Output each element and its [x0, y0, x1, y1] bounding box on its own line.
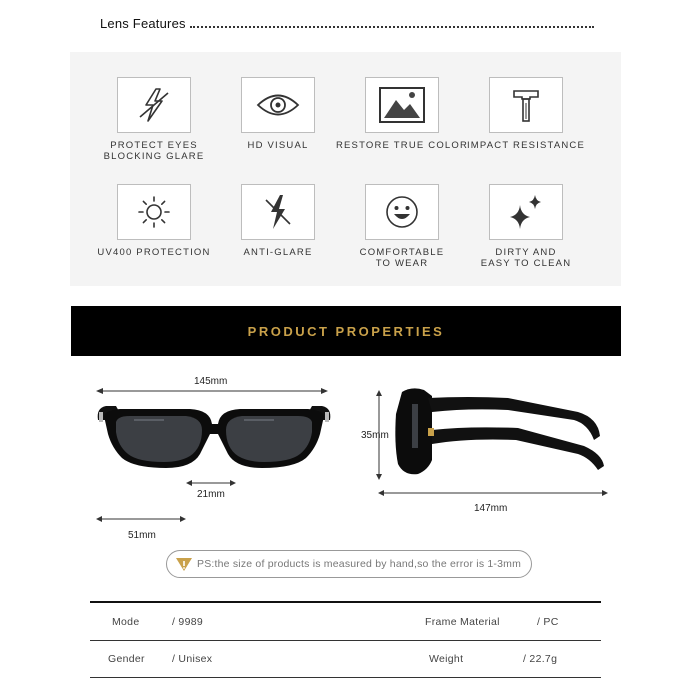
frame-material-label: Frame Material — [425, 616, 500, 628]
product-properties-banner — [71, 306, 621, 356]
feature-label: IMPACT RESISTANCE — [466, 140, 586, 151]
measurement-note — [166, 550, 532, 578]
feature-easy-clean — [456, 184, 596, 269]
specs-bottom-rule — [90, 677, 601, 678]
features-panel — [70, 52, 621, 286]
banner-title: PRODUCT PROPERTIES — [247, 323, 445, 339]
specs-middle-rule — [90, 640, 601, 641]
lens-dimension-label: 51mm — [128, 530, 156, 541]
bridge-dimension-label: 21mm — [197, 489, 225, 500]
model-label: Mode — [112, 616, 140, 628]
warning-triangle-icon — [175, 556, 193, 572]
dotted-divider — [190, 26, 594, 28]
smiley-icon — [384, 194, 420, 230]
feature-label: UV400 PROTECTION — [97, 247, 211, 258]
frame-material-value: / PC — [537, 616, 559, 628]
lens-dimension-arrow — [96, 513, 186, 525]
width-dimension-arrow — [96, 384, 328, 398]
hammer-icon — [508, 85, 544, 125]
feature-anti-glare — [208, 184, 348, 258]
height-dimension-label: 35mm — [361, 430, 389, 441]
width-dimension-label: 145mm — [194, 376, 228, 387]
weight-value: / 22.7g — [523, 653, 558, 665]
sparkle-icon — [506, 193, 546, 231]
note-text: PS:the size of products is measured by hand,so the error is 1-3mm — [197, 558, 522, 570]
eye-icon — [256, 90, 300, 120]
model-value: / 9989 — [172, 616, 203, 628]
feature-label: DIRTY AND EASY TO CLEAN — [480, 247, 572, 269]
sun-icon — [136, 194, 172, 230]
feature-uv400 — [84, 184, 224, 258]
weight-label: Weight — [429, 653, 464, 665]
glasses-front-image — [94, 398, 334, 478]
feature-label: PROTECT EYES BLOCKING GLARE — [103, 140, 205, 162]
feature-hd-visual — [208, 77, 348, 151]
glasses-side-image — [388, 384, 608, 480]
lightning-slash-icon — [134, 85, 174, 125]
temple-dimension-label: 147mm — [474, 503, 508, 514]
gender-label: Gender — [108, 653, 145, 665]
temple-dimension-arrow — [378, 487, 608, 499]
anti-glare-icon — [260, 192, 296, 232]
bridge-dimension-arrow — [186, 477, 236, 489]
landscape-image-icon — [378, 86, 426, 124]
feature-label: RESTORE TRUE COLOR — [335, 140, 469, 151]
feature-impact-resistance — [456, 77, 596, 151]
feature-comfortable — [332, 184, 472, 269]
feature-label: HD VISUAL — [247, 140, 309, 151]
feature-protect-eyes — [84, 77, 224, 162]
lens-features-title: Lens Features — [100, 16, 186, 31]
specs-top-rule — [90, 601, 601, 603]
gender-value: / Unisex — [172, 653, 213, 665]
feature-true-color — [332, 77, 472, 151]
feature-label: COMFORTABLE TO WEAR — [359, 247, 445, 269]
feature-label: ANTI-GLARE — [243, 247, 313, 258]
